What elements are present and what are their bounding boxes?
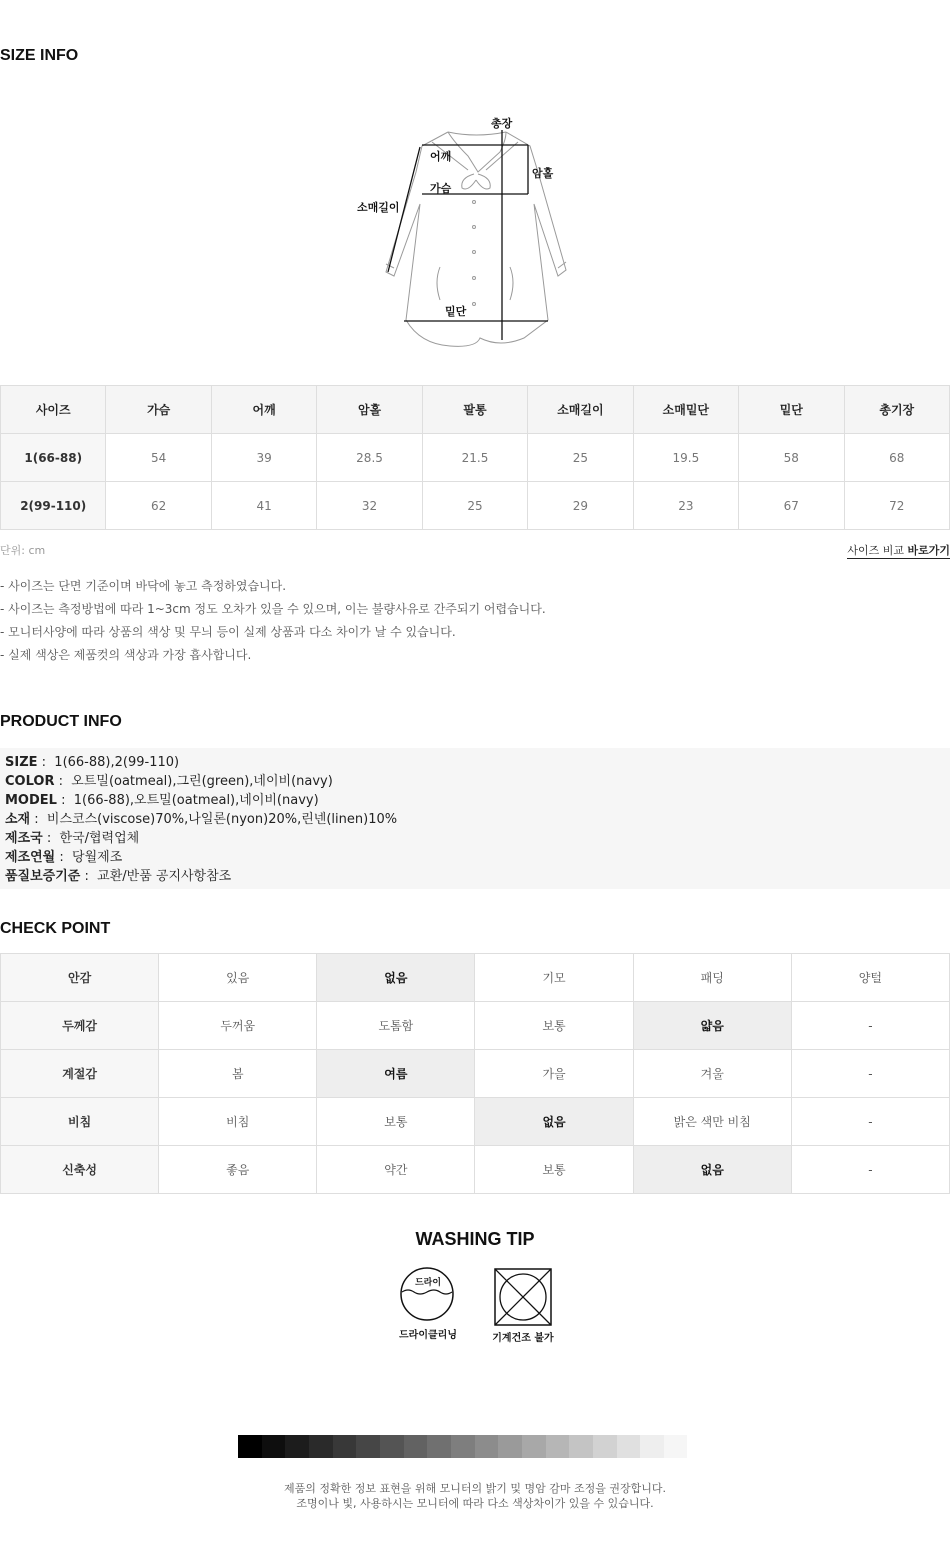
size-cell: 41 — [211, 482, 316, 530]
size-cell: 23 — [633, 482, 738, 530]
table-row — [1, 482, 950, 530]
label-sleeve-length: 소매길이 — [357, 201, 400, 214]
size-cell: 21.5 — [422, 434, 527, 482]
size-cell: 25 — [422, 482, 527, 530]
size-table-header: 밑단 — [739, 386, 844, 434]
size-table-header: 소매길이 — [528, 386, 633, 434]
size-table-header: 암홀 — [317, 386, 422, 434]
size-table-header: 팔통 — [422, 386, 527, 434]
size-cell: 67 — [739, 482, 844, 530]
size-cell: 62 — [106, 482, 211, 530]
dry-clean-icon — [398, 1266, 458, 1341]
size-cell: 1(66-88) — [1, 434, 106, 482]
size-table-header: 소매밑단 — [633, 386, 738, 434]
grayscale-swatch — [617, 1435, 641, 1458]
label-shoulder: 어깨 — [430, 150, 452, 163]
check-option: 보통 — [475, 1146, 633, 1194]
monitor-notice-line: 제품의 정확한 정보 표현을 위해 모니터의 밝기 및 명암 감마 조정을 권장합니다. — [284, 1482, 666, 1495]
size-cell: 58 — [739, 434, 844, 482]
check-option: 도톰함 — [317, 1002, 475, 1050]
check-option: 두꺼움 — [159, 1002, 317, 1050]
grayscale-swatch — [664, 1435, 688, 1458]
size-table-header: 가슴 — [106, 386, 211, 434]
check-point-label: 신축성 — [1, 1146, 159, 1194]
grayscale-swatch — [356, 1435, 380, 1458]
size-note: - 실제 색상은 제품컷의 색상과 가장 흡사합니다. — [0, 648, 252, 662]
size-info-title: SIZE INFO — [0, 47, 79, 64]
grayscale-calibration-bar — [238, 1435, 711, 1458]
table-row — [1, 1050, 950, 1098]
check-option: 없음 — [633, 1146, 791, 1194]
size-table-header: 어깨 — [211, 386, 316, 434]
check-option: 기모 — [475, 954, 633, 1002]
size-cell: 2(99-110) — [1, 482, 106, 530]
product-info-label: 소재 — [5, 812, 31, 827]
product-info-label: 품질보증기준 — [5, 869, 81, 884]
label-hem: 밑단 — [445, 305, 467, 318]
monitor-notice — [0, 1481, 950, 1511]
product-info-box — [0, 748, 950, 889]
dry-clean-label: 드라이클리닝 — [399, 1330, 457, 1341]
product-info-value: 오트밀(oatmeal),그린(green),네이비(navy) — [71, 774, 333, 789]
grayscale-swatch — [238, 1435, 262, 1458]
shirt-dress-illustration — [350, 112, 590, 357]
size-cell: 39 — [211, 434, 316, 482]
check-option: - — [791, 1002, 949, 1050]
size-notes — [0, 575, 546, 667]
monitor-notice-line: 조명이나 빛, 사용하시는 모니터에 따라 다소 색상차이가 있을 수 있습니다. — [296, 1497, 654, 1510]
check-option: 겨울 — [633, 1050, 791, 1098]
product-info-row: 제조연월 : 당월제조 — [5, 850, 123, 865]
check-option: 좋음 — [159, 1146, 317, 1194]
check-option: 있음 — [159, 954, 317, 1002]
product-info-label: 제조국 — [5, 831, 43, 846]
size-cell: 32 — [317, 482, 422, 530]
grayscale-swatch — [380, 1435, 404, 1458]
size-table-header-row — [1, 386, 950, 434]
check-option: 양털 — [791, 954, 949, 1002]
table-row — [1, 1146, 950, 1194]
product-info-label: SIZE — [5, 755, 38, 770]
garment-size-diagram — [350, 112, 590, 357]
check-option: 봄 — [159, 1050, 317, 1098]
grayscale-swatch — [498, 1435, 522, 1458]
product-info-label: COLOR — [5, 774, 55, 789]
check-option: 비침 — [159, 1098, 317, 1146]
washing-tip-title: WASHING TIP — [415, 1229, 535, 1249]
product-info-row: SIZE : 1(66-88),2(99-110) — [5, 755, 180, 770]
size-cell: 25 — [528, 434, 633, 482]
size-table — [0, 385, 950, 530]
grayscale-swatch — [427, 1435, 451, 1458]
check-option: 보통 — [317, 1098, 475, 1146]
check-point-table — [0, 953, 950, 1194]
size-compare-prefix: 사이즈 비교 — [847, 544, 908, 557]
product-info-title: PRODUCT INFO — [0, 713, 122, 730]
grayscale-swatch — [285, 1435, 309, 1458]
product-info-value: 비스코스(viscose)70%,나일론(nyon)20%,린넨(linen)10% — [46, 812, 398, 827]
check-point-title: CHECK POINT — [0, 920, 111, 937]
check-option: 없음 — [475, 1098, 633, 1146]
check-point-label: 두께감 — [1, 1002, 159, 1050]
size-compare-link[interactable] — [847, 542, 950, 559]
grayscale-swatch — [333, 1435, 357, 1458]
grayscale-swatch — [546, 1435, 570, 1458]
product-info-row: MODEL : 1(66-88),오트밀(oatmeal),네이비(navy) — [5, 793, 319, 808]
size-note: - 사이즈는 측정방법에 따라 1~3cm 정도 오차가 있을 수 있으며, 이는 불량사유로 간주되기 어렵습니다. — [0, 602, 546, 616]
check-option: 약간 — [317, 1146, 475, 1194]
size-table-header: 총기장 — [844, 386, 950, 434]
unit-label: 단위: cm — [0, 544, 46, 557]
label-armhole: 암홀 — [532, 167, 554, 180]
check-point-label: 안감 — [1, 954, 159, 1002]
size-cell: 54 — [106, 434, 211, 482]
check-option: 보통 — [475, 1002, 633, 1050]
size-compare-link-text: 바로가기 — [907, 544, 950, 557]
no-tumble-dry-symbol — [490, 1266, 556, 1328]
table-row — [1, 954, 950, 1002]
size-cell: 28.5 — [317, 434, 422, 482]
size-cell: 29 — [528, 482, 633, 530]
check-option: 밝은 색만 비침 — [633, 1098, 791, 1146]
check-option: 패딩 — [633, 954, 791, 1002]
check-option: - — [791, 1098, 949, 1146]
product-info-value: 한국/협력업체 — [59, 831, 140, 846]
grayscale-swatch — [569, 1435, 593, 1458]
dry-clean-symbol-text: 드라이 — [414, 1278, 442, 1288]
size-cell: 72 — [844, 482, 950, 530]
check-point-label: 계절감 — [1, 1050, 159, 1098]
size-cell: 68 — [844, 434, 950, 482]
label-total-length: 총장 — [491, 117, 513, 130]
size-cell: 19.5 — [633, 434, 738, 482]
table-row — [1, 1098, 950, 1146]
table-row — [1, 1002, 950, 1050]
product-info-value: 당월제조 — [72, 850, 123, 865]
check-option: - — [791, 1050, 949, 1098]
no-tumble-dry-icon — [490, 1266, 556, 1344]
grayscale-swatch — [522, 1435, 546, 1458]
size-note: - 사이즈는 단면 기준이며 바닥에 놓고 측정하였습니다. — [0, 579, 287, 593]
check-option: 없음 — [317, 954, 475, 1002]
size-note: - 모니터사양에 따라 상품의 색상 및 무늬 등이 실제 상품과 다소 차이가 날 수 있습니다. — [0, 625, 456, 639]
product-info-value: 1(66-88),2(99-110) — [54, 755, 180, 770]
product-info-label: MODEL — [5, 793, 57, 808]
no-tumble-dry-label: 기계건조 불가 — [492, 1333, 554, 1344]
grayscale-swatch — [640, 1435, 664, 1458]
check-option: - — [791, 1146, 949, 1194]
grayscale-swatch — [404, 1435, 428, 1458]
check-option: 얇음 — [633, 1002, 791, 1050]
product-info-row: COLOR : 오트밀(oatmeal),그린(green),네이비(navy) — [5, 774, 333, 789]
grayscale-swatch — [262, 1435, 286, 1458]
check-option: 여름 — [317, 1050, 475, 1098]
check-point-label: 비침 — [1, 1098, 159, 1146]
product-info-row: 제조국 : 한국/협력업체 — [5, 831, 140, 846]
product-info-row: 소재 : 비스코스(viscose)70%,나일론(nyon)20%,린넨(linen)10% — [5, 812, 398, 827]
product-info-label: 제조연월 — [5, 850, 56, 865]
grayscale-swatch — [475, 1435, 499, 1458]
size-table-header: 사이즈 — [1, 386, 106, 434]
grayscale-swatch — [451, 1435, 475, 1458]
table-row — [1, 434, 950, 482]
product-info-row: 품질보증기준 : 교환/반품 공지사항참조 — [5, 869, 232, 884]
grayscale-swatch — [593, 1435, 617, 1458]
product-info-value: 1(66-88),오트밀(oatmeal),네이비(navy) — [73, 793, 319, 808]
grayscale-swatch — [687, 1435, 711, 1458]
label-chest: 가슴 — [430, 182, 452, 195]
product-info-value: 교환/반품 공지사항참조 — [97, 869, 232, 884]
grayscale-swatch — [309, 1435, 333, 1458]
check-option: 가을 — [475, 1050, 633, 1098]
